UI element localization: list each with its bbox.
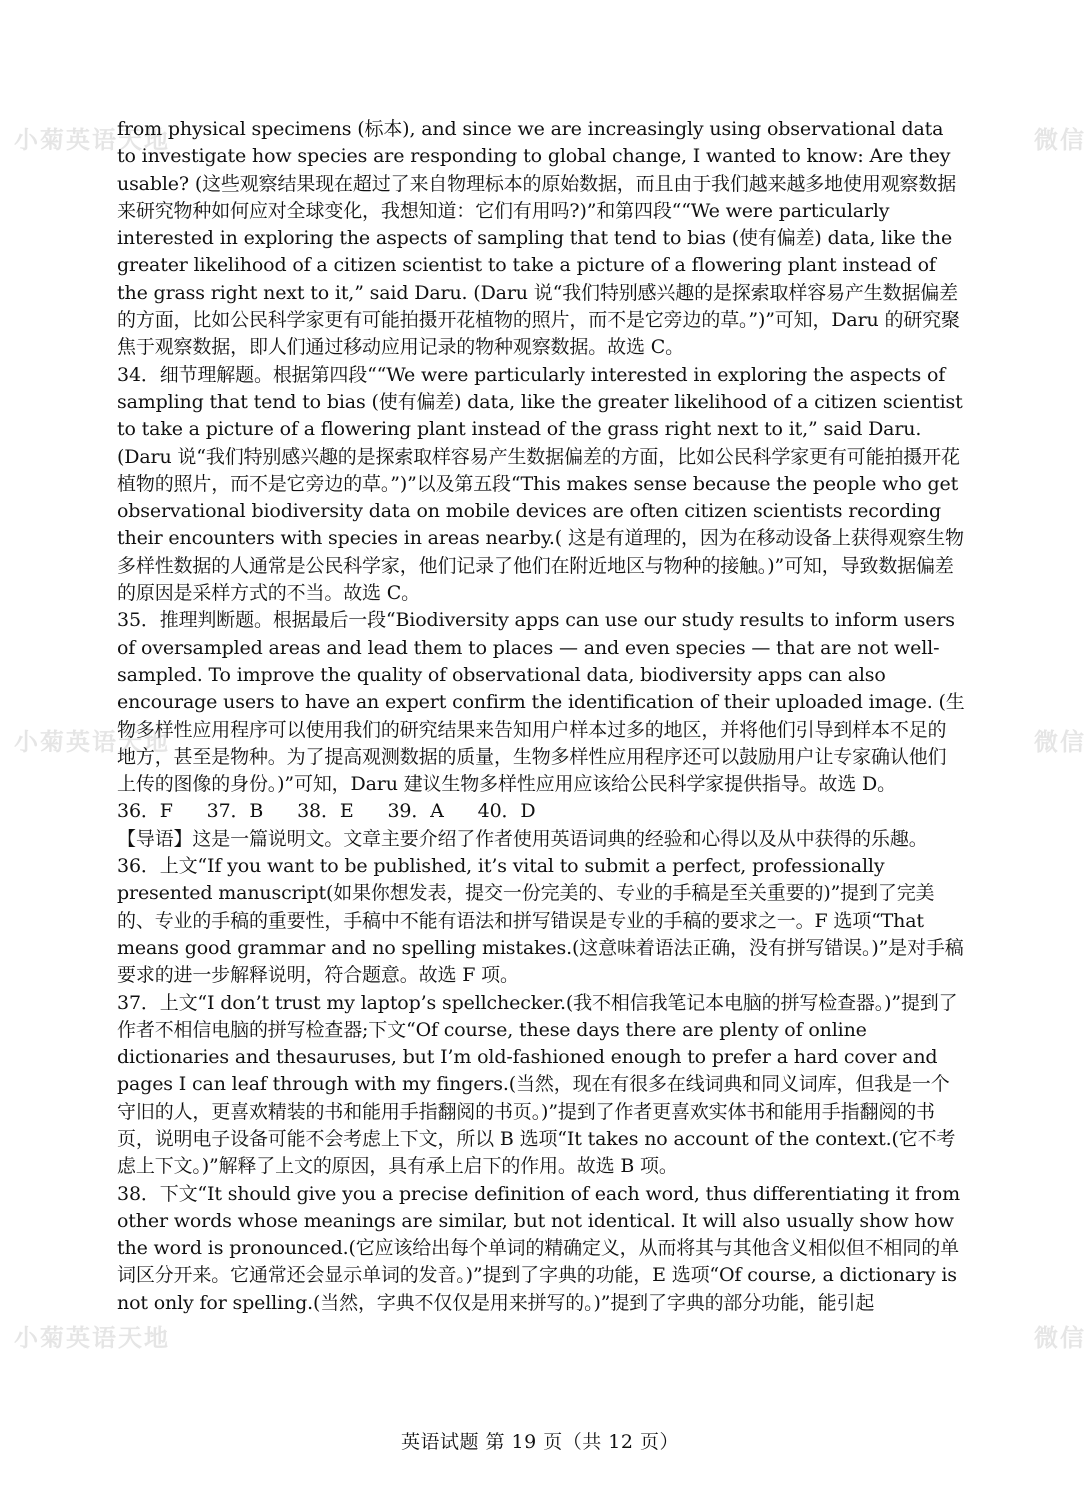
watermark-bottom-left: 小菊英语天地: [14, 1324, 170, 1352]
answer-38: 38．E: [297, 800, 354, 823]
answer-40: 40．D: [477, 800, 536, 823]
answer-explanation-text: [117, 116, 965, 1317]
watermark-mid-left: 小菊英语天地: [14, 728, 170, 756]
paragraph-q38: 38．下文“It should give you a precise definition of each word, thus differentiating it from other words whose meanings are similar, but not identical. It will also usually show how the word is pronounced.(它应该给出每个单词的精确定义，从而将其与其他含义相似但不相同的单词区分开来。它通常还会显示单词的发音。)”提到了字典的功能，E 选项“Of course, a dictionary is not only for spelling.(当然，字典不仅仅是用来拼写的。)”提到了字典的部分功能，能引起: [117, 1182, 960, 1314]
watermark-bottom-right: 微信: [1034, 1324, 1086, 1352]
paragraph-q37: 37．上文“I don’t trust my laptop’s spellchecker.(我不相信我笔记本电脑的拼写检查器。)”提到了作者不相信电脑的拼写检查器;下文“Of course, these days there are plenty of online dictionaries and thesauruses, but I’m old-fashioned enough to prefer a hard cover and pages I can leaf through with my fingers.(当然，现在有很多在线词典和同义词库，但我是一个守旧的人，更喜欢精装的书和能用手指翻阅的书页。)”提到了作者更喜欢实体书和能用手指翻阅的书页，说明电子设备可能不会考虑上下文，所以 B 选项“It takes no account of the context.(它不考虑上下文。)”解释了上文的原因，具有承上启下的作用。故选 B 项。: [117, 991, 958, 1178]
paragraph-q34: 34．细节理解题。根据第四段““We were particularly interested in exploring the aspects of sampling that tend to bias (使有偏差) data, like the greater likelihood of a citizen scientist to take a picture of a flowering plant instead of the grass right next to it,” said Daru. (Daru 说“我们特别感兴趣的是探索取样容易产生数据偏差的方面，比如公民科学家更有可能拍摄开花植物的照片，而不是它旁边的草。”)”以及第五段“This makes sense because the people who get observational biodiversity data on mobile devices are often citizen scientists recording their encounters with species in areas nearby.( 这是有道理的，因为在移动设备上获得观察生物多样性数据的人通常是公民科学家，他们记录了他们在附近地区与物种的接触。)”可知，导致数据偏差的原因是采样方式的不当。故选 C。: [117, 363, 964, 605]
paragraph-q35: 35．推理判断题。根据最后一段“Biodiversity apps can use our study results to inform users of oversampled areas and lead them to places — and even species — that are not well-sampled. To improve the quality of observational data, biodiversity apps can also encourage users to have an expert confirm the identification of their uploaded image. (生物多样性应用程序可以使用我们的研究结果来告知用户样本过多的地区，并将他们引导到样本不足的地方，甚至是物种。为了提高观测数据的质量，生物多样性应用程序还可以鼓励用户让专家确认他们上传的图像的身份。)”可知，Daru 建议生物多样性应用应该给公民科学家提供指导。故选 D。: [117, 609, 965, 796]
paragraph-intro: 【导语】这是一篇说明文。文章主要介绍了作者使用英语词典的经验和心得以及从中获得的乐趣。: [117, 827, 928, 850]
paragraph-q33-continued: from physical specimens (标本), and since we are increasingly using observational data to investigate how species are responding to global change, I wanted to know: Are they usable? (这些观察结果现在超过了来自物理标本的原始数据，而且由于我们越来越多地使用观察数据来研究物种如何应对全球变化，我想知道：它们有用吗?)”和第四段““We were particularly interested in exploring the aspects of sampling that tend to bias (使有偏差) data, like the greater likelihood of a citizen scientist to take a picture of a flowering plant instead of the grass right next to it,” said Daru. (Daru 说“我们特别感兴趣的是探索取样容易产生数据偏差的方面，比如公民科学家更有可能拍摄开花植物的照片，而不是它旁边的草。”)”可知，Daru 的研究聚焦于观察数据，即人们通过移动应用记录的物种观察数据。故选 C。: [117, 118, 960, 359]
paragraph-q36: 36．上文“If you want to be published, it’s vital to submit a perfect, professionally presented manuscript(如果你想发表，提交一份完美的、专业的手稿是至关重要的)”提到了完美的、专业的手稿的重要性，手稿中不能有语法和拼写错误是专业的手稿的要求之一。F 选项“That means good grammar and no spelling mistakes.(这意味着语法正确，没有拼写错误。)”是对手稿要求的进一步解释说明，符合题意。故选 F 项。: [117, 855, 964, 987]
answer-37: 37．B: [206, 800, 264, 823]
watermark-top-right: 微信: [1034, 126, 1086, 154]
watermark-mid-right: 微信: [1034, 728, 1086, 756]
answer-key-row: [117, 798, 965, 825]
page-footer: 英语试题 第 19 页（共 12 页）: [400, 1431, 680, 1453]
answer-39: 39．A: [387, 800, 444, 823]
answer-36: 36．F: [117, 800, 173, 823]
watermark-top-left: 小菊英语天地: [14, 126, 170, 154]
